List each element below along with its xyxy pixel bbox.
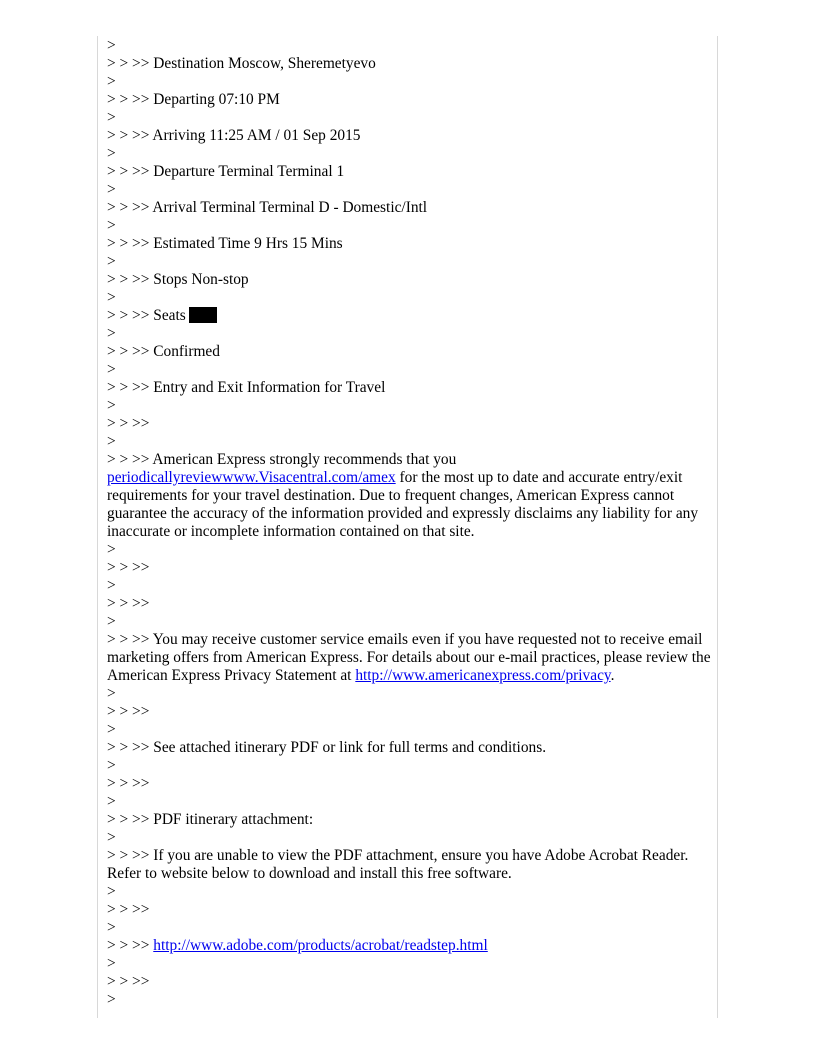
quote-line: > > >> — [107, 775, 150, 792]
entry-exit-text-start: > > >> American Express strongly recommends that you — [107, 451, 457, 468]
adobe-link-line — [107, 937, 711, 955]
quote-line: > — [107, 757, 116, 774]
arrival-terminal-line: > > >> Arrival Terminal Terminal D - Domestic/Intl — [107, 199, 428, 216]
stops-line: > > >> Stops Non-stop — [107, 271, 249, 288]
quote-line: > — [107, 829, 116, 846]
estimated-time-line: > > >> Estimated Time 9 Hrs 15 Mins — [107, 235, 343, 252]
quote-line: > — [107, 181, 116, 198]
quote-line: > > >> — [107, 595, 150, 612]
quote-line: > — [107, 109, 116, 126]
quote-line: > — [107, 325, 116, 342]
pdf-attachment-line: > > >> PDF itinerary attachment: — [107, 811, 314, 828]
seats-line — [107, 307, 711, 325]
privacy-paragraph — [107, 631, 711, 685]
quote-line: > — [107, 991, 116, 1008]
quote-line: > > >> — [107, 703, 150, 720]
arriving-line: > > >> Arriving 11:25 AM / 01 Sep 2015 — [107, 127, 361, 144]
entry-exit-paragraph — [107, 451, 711, 541]
quote-line: > > >> — [107, 901, 150, 918]
quote-line: > — [107, 613, 116, 630]
quote-line: > — [107, 433, 116, 450]
quote-line: > — [107, 397, 116, 414]
quote-line: > — [107, 541, 116, 558]
quote-line: > — [107, 577, 116, 594]
privacy-period: . — [610, 667, 615, 684]
privacy-text: > > >> You may receive customer service emails even if you have requested not to receive email marketing offers from American Express. For details about our e-mail practices, please review the American Express Privacy Statement at — [107, 631, 711, 684]
quote-line: > — [107, 217, 116, 234]
quote-line: > — [107, 253, 116, 270]
acrobat-paragraph: > > >> If you are unable to view the PDF attachment, ensure you have Adobe Acrobat Reader. Refer to website below to download and install this free software. — [107, 847, 689, 882]
adobe-link-prefix: > > >> — [107, 937, 154, 954]
confirmed-line: > > >> Confirmed — [107, 343, 220, 360]
quote-line: > — [107, 37, 116, 54]
quote-line: > — [107, 883, 116, 900]
quote-line: > > >> — [107, 973, 150, 990]
redaction-block — [189, 307, 217, 323]
adobe-link[interactable]: http://www.adobe.com/products/acrobat/readstep.html — [153, 937, 488, 954]
privacy-link[interactable]: http://www.americanexpress.com/privacy — [355, 667, 611, 684]
quote-line: > — [107, 145, 116, 162]
quote-line: > — [107, 919, 116, 936]
quote-line: > — [107, 361, 116, 378]
email-body — [107, 37, 711, 1009]
quote-line: > — [107, 721, 116, 738]
quote-line: > — [107, 955, 116, 972]
entry-exit-text-end: for the most up to date and accurate entry/exit requirements for your travel destination. Due to frequent changes, American Express cannot guarantee the accuracy of the information provided and expressly disclaims any liability for any inaccurate or incomplete information contained on that site. — [107, 469, 699, 540]
quote-line: > > >> — [107, 559, 150, 576]
quote-line: > > >> — [107, 415, 150, 432]
terms-line: > > >> See attached itinerary PDF or link for full terms and conditions. — [107, 739, 547, 756]
quote-line: > — [107, 685, 116, 702]
quote-line: > — [107, 289, 116, 306]
destination-line: > > >> Destination Moscow, Sheremetyevo — [107, 55, 376, 72]
quote-line: > — [107, 73, 116, 90]
quote-line: > — [107, 793, 116, 810]
departing-line: > > >> Departing 07:10 PM — [107, 91, 280, 108]
seats-label: > > >> Seats — [107, 307, 186, 324]
visacentral-link[interactable]: periodicallyreviewwww.Visacentral.com/amex — [107, 469, 396, 486]
departure-terminal-line: > > >> Departure Terminal Terminal 1 — [107, 163, 345, 180]
entry-exit-heading: > > >> Entry and Exit Information for Travel — [107, 379, 386, 396]
